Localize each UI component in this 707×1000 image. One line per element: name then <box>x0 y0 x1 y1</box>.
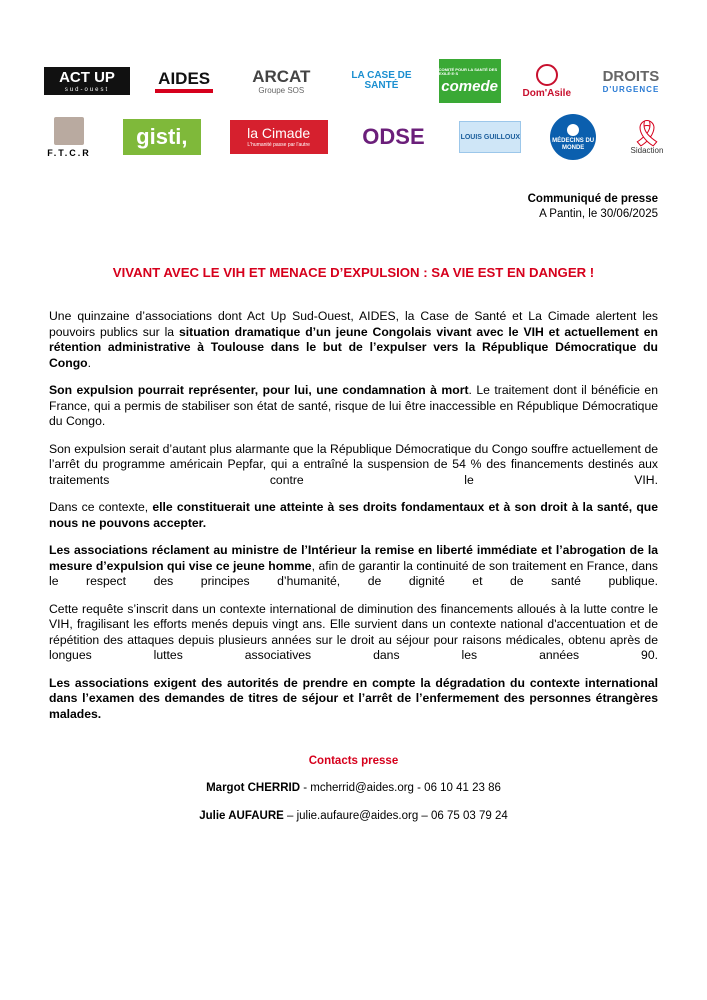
aides-logo-text: AIDES <box>158 68 211 88</box>
contact-2-details: – julie.aufaure@aides.org – 06 75 03 79 24 <box>283 810 508 822</box>
cimade-logo-sub: L'humanité passe par l'autre <box>247 142 310 148</box>
la-cimade-logo <box>230 120 328 154</box>
droits-logo-text: DROITS <box>602 67 660 85</box>
actup-logo <box>44 67 130 95</box>
mdm-logo-text: MÉDECINS DU MONDE <box>552 138 595 151</box>
sidaction-logo-text: Sidaction <box>630 145 664 155</box>
case-de-sante-logo <box>344 66 418 96</box>
paragraph-4-text-b: elle constituerait une atteinte à ses droits fondamentaux et à son droit à la santé, que nous ne pouvons accepter. <box>49 500 658 530</box>
paragraph-1 <box>49 309 658 371</box>
document-kind: Communiqué de presse <box>527 193 658 205</box>
odse-logo-text: ODSE <box>362 124 425 149</box>
contact-1-name: Margot CHERRID <box>206 782 301 794</box>
paragraph-4 <box>49 500 658 531</box>
contacts-title: Contacts presse <box>308 755 399 767</box>
aides-logo-bar <box>155 89 213 93</box>
paragraph-1-text-a: Une quinzaine d’associations dont Act Up Sud-Ouest, AIDES, la Case de Santé et La Cimade alertent les pouvoirs publics sur la <box>49 309 658 339</box>
contact-1-details: - mcherrid@aides.org - 06 10 41 23 86 <box>300 782 501 794</box>
dom-asile-logo <box>521 59 573 103</box>
partner-logos-row-1 <box>44 58 669 104</box>
droits-durgence-logo <box>593 66 669 96</box>
louis-logo-text: LOUIS GUILLOUX <box>460 133 521 141</box>
paragraph-4-text-a: Dans ce contexte, <box>49 500 153 514</box>
louis-guilloux-logo <box>459 121 521 153</box>
gisti-logo <box>123 119 201 155</box>
aides-logo <box>150 66 218 96</box>
cimade-logo-text: la Cimade <box>247 125 311 141</box>
headline: VIVANT AVEC LE VIH ET MENACE D’EXPULSION : SA VIE EST EN DANGER ! <box>112 265 595 280</box>
paragraph-5 <box>49 543 658 590</box>
gisti-logo-text: gisti, <box>136 124 188 149</box>
case-logo-text: LA CASE DE SANTÉ <box>351 69 412 91</box>
dom-asile-logo-text: Dom'Asile <box>522 87 572 99</box>
odse-logo <box>356 122 430 152</box>
arcat-logo <box>238 61 324 101</box>
paragraph-7-text: Les associations exigent des autorités de prendre en compte la dégradation du contexte international dans l’examen des demandes de titres de séjour et l’arrêt de l’enfermement des personnes étrangères malades. <box>49 675 658 721</box>
press-release-header <box>528 192 658 222</box>
mdm-emblem-icon <box>567 124 579 136</box>
paragraph-1-text-b: situation dramatique d’un jeune Congolais vivant avec le VIH et actuellement en rétention administrative à Toulouse dans le but de l’expulser vers la République Démocratique du Congo <box>49 324 659 370</box>
droits-logo-sub: D'URGENCE <box>602 84 660 94</box>
medecins-du-monde-logo <box>550 114 596 160</box>
paragraph-7 <box>49 676 658 723</box>
ftcr-logo-text: F.T.C.R <box>47 147 91 158</box>
dom-asile-emblem-icon <box>536 64 558 86</box>
arcat-logo-sub: Groupe SOS <box>258 85 305 95</box>
paragraph-2-text-a: Son expulsion pourrait représenter, pour lui, une condamnation à mort <box>49 383 469 397</box>
ftcr-emblem-icon <box>54 117 84 145</box>
paragraph-3: Son expulsion serait d’autant plus alarmante que la République Démocratique du Congo souffre actuellement de l’arrêt du programme américain Pepfar, qui a entraîné la suspension de 54 % des financements destinés aux traitements contre le VIH. <box>49 441 658 487</box>
contact-2-name: Julie AUFAURE <box>199 810 284 822</box>
paragraph-5-text-b: , afin de garantir la continuité de son traitement en France, dans le respect des principes d’humanité, de dignité et de santé publique. <box>49 558 658 588</box>
actup-logo-sub: sud-ouest <box>64 86 110 93</box>
contact-line-2 <box>0 810 707 822</box>
red-ribbon-icon: 🎗 <box>630 117 664 148</box>
ftcr-logo <box>44 114 94 160</box>
press-release-body <box>49 309 658 734</box>
paragraph-2 <box>49 383 658 430</box>
paragraph-1-text-c: . <box>87 355 91 370</box>
partner-logos-row-2 <box>44 112 669 162</box>
paragraph-6: Cette requête s’inscrit dans un contexte international de diminution des financements alloués à la lutte contre le VIH, fragilisant les efforts menés depuis vingt ans. Elle survient dans un contexte national d'accentuation et de répétition des attaques depuis plusieurs années sur le droit au séjour pour raisons médicales, obtenu après de longues luttes associatives dans les années 90. <box>49 601 658 662</box>
sidaction-logo <box>625 112 669 162</box>
contact-line-1 <box>0 782 707 794</box>
comede-logo <box>439 59 501 103</box>
comede-logo-sub: COMITÉ POUR LA SANTÉ DES EXILÉ·E·S <box>438 67 498 76</box>
arcat-logo-text: ARCAT <box>252 66 311 86</box>
paragraph-2-text-b: . Le traitement dont il bénéficie en France, qui a permis de stabiliser son état de santé, risque de lui être inaccessible en République Démocratique du Congo. <box>49 383 658 428</box>
place-date: A Pantin, le 30/06/2025 <box>539 208 658 220</box>
actup-logo-text: ACT UP <box>59 68 115 86</box>
paragraph-5-text-a: Les associations réclament au ministre de l’Intérieur la remise en liberté immédiate et l’abrogation de la mesure d’expulsion qui vise ce jeune homme <box>49 543 658 573</box>
comede-logo-text: comede <box>441 78 498 95</box>
